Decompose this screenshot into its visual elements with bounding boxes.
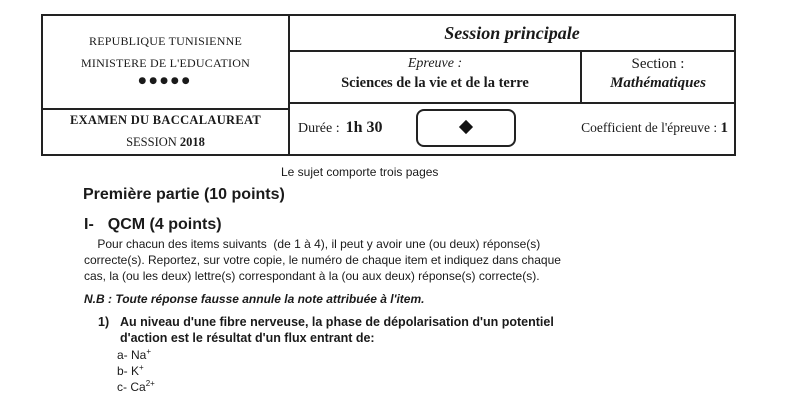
instruction-line: Pour chacun des items suivants (de 1 à 4), il peut y avoir une (ou deux) réponse(s) bbox=[84, 237, 541, 251]
section-label: Section : bbox=[631, 56, 685, 72]
coefficient bbox=[581, 120, 728, 137]
page-count-note: Le sujet comporte trois pages bbox=[281, 165, 439, 179]
duration-value: 1h 30 bbox=[345, 119, 383, 136]
epreuve-value: Sciences de la vie et de la terre bbox=[341, 75, 529, 91]
question-text-line2: d'action est le résultat d'un flux entrant de: bbox=[120, 331, 375, 345]
duration-label: Durée : bbox=[298, 121, 340, 136]
option-b bbox=[117, 363, 144, 378]
option-c bbox=[117, 379, 155, 394]
option-charge: + bbox=[139, 363, 144, 372]
qcm-title: QCM (4 points) bbox=[107, 216, 222, 233]
option-letter: b- bbox=[117, 364, 128, 378]
session-label: SESSION bbox=[126, 135, 177, 149]
section-cell bbox=[582, 50, 734, 102]
session-type-row bbox=[290, 16, 734, 52]
option-text: Ca bbox=[130, 380, 146, 394]
epreuve-label: Epreuve : bbox=[407, 56, 463, 71]
option-letter: a- bbox=[117, 348, 128, 362]
option-charge: + bbox=[146, 347, 152, 356]
question-number: 1) bbox=[98, 315, 110, 329]
code-box bbox=[416, 109, 516, 147]
instruction-line: correcte(s). Reportez, sur votre copie, le numéro de chaque item et indiquez dans chaque bbox=[84, 253, 561, 267]
option-charge: 2+ bbox=[145, 379, 155, 388]
subject-row bbox=[290, 50, 734, 104]
session-year-value: 2018 bbox=[179, 135, 205, 149]
decorative-dots: ●●●●● bbox=[138, 76, 193, 86]
ministry-name: MINISTERE DE L'EDUCATION bbox=[81, 56, 250, 70]
republic-name: REPUBLIQUE TUNISIENNE bbox=[89, 34, 242, 48]
exam-header bbox=[41, 14, 736, 156]
option-letter: c- bbox=[117, 380, 127, 394]
session-year bbox=[43, 135, 288, 150]
coefficient-label: Coefficient de l'épreuve : bbox=[581, 120, 718, 135]
nb-note: N.B : Toute réponse fausse annule la note attribuée à l'item. bbox=[84, 292, 425, 306]
qcm-heading bbox=[84, 216, 222, 234]
header-left-block bbox=[43, 16, 290, 154]
question-text-line1: Au niveau d'une fibre nerveuse, la phase de dépolarisation d'un potentiel bbox=[120, 315, 554, 329]
option-text: K bbox=[131, 364, 140, 378]
duration bbox=[298, 119, 383, 137]
section-value: Mathématiques bbox=[610, 75, 706, 91]
part-title: Première partie (10 points) bbox=[83, 186, 285, 203]
instruction-line: cas, la (ou les deux) lettre(s) correspondant à la (ou aux deux) réponse(s) correcte(s). bbox=[84, 269, 540, 283]
option-a bbox=[117, 347, 151, 362]
coefficient-value: 1 bbox=[720, 120, 728, 136]
option-text: Na bbox=[131, 348, 147, 362]
ministry-block bbox=[43, 16, 288, 110]
qcm-number: I- bbox=[84, 216, 94, 233]
session-type: Session principale bbox=[444, 23, 580, 43]
diamond-icon bbox=[459, 120, 473, 134]
header-right-block bbox=[290, 16, 734, 154]
duration-row bbox=[290, 102, 734, 154]
epreuve-cell bbox=[290, 50, 582, 102]
exam-name: EXAMEN DU BACCALAUREAT bbox=[69, 113, 262, 127]
